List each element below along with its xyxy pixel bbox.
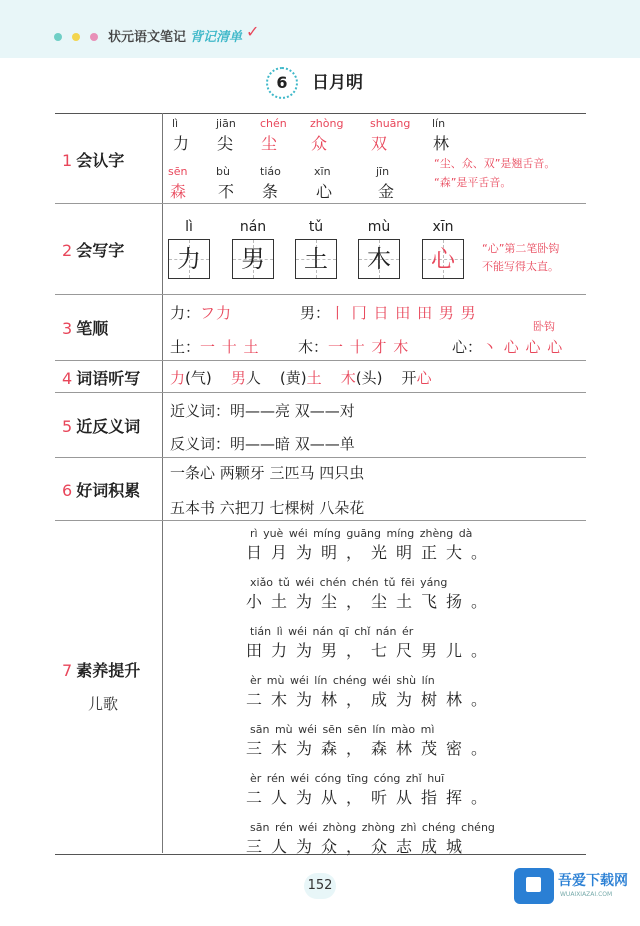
row-title: 近反义词 — [76, 417, 141, 436]
stroke-tu-sequence: 一 十 土 — [200, 338, 260, 356]
row-divider — [55, 520, 586, 521]
row-divider — [55, 203, 586, 204]
row-label-literacy — [62, 658, 140, 681]
row-title: 会写字 — [76, 241, 125, 260]
hanzi: 双 — [371, 134, 388, 153]
note-wogou: 卧钩 — [533, 320, 555, 333]
box-char: 木 — [367, 245, 391, 273]
header-bar — [0, 0, 640, 58]
row-title: 笔顺 — [76, 319, 109, 338]
dictation-word-5: 开 — [401, 369, 417, 387]
rhyme-pinyin: xiǎo tǔ wéi chén chén tǔ fēi yáng — [250, 576, 448, 589]
hanzi: 金 — [378, 182, 395, 201]
rhyme-pinyin: sān mù wéi sēn sēn lín mào mì — [250, 723, 435, 736]
good-words-line-2: 五本书 六把刀 七棵树 八朵花 — [170, 499, 365, 517]
hanzi: 心 — [316, 182, 333, 201]
row-label-good-words — [62, 478, 140, 501]
row-number: 4 — [62, 369, 73, 388]
dictation-word-4: (头) — [355, 369, 383, 387]
pinyin: chén — [260, 117, 287, 130]
writing-box — [295, 239, 337, 279]
watermark-sub: WUAIXIAZAI.COM — [560, 891, 613, 898]
stroke-nan-label: 男： — [300, 304, 331, 322]
row-title: 好词积累 — [76, 481, 141, 500]
rhyme-pinyin: sān rén wéi zhòng zhòng zhì chéng chéng — [250, 821, 495, 834]
row-label-synonyms — [62, 414, 140, 437]
pinyin: jiān — [216, 117, 236, 130]
brand-title: 状元语文笔记 — [108, 30, 187, 45]
brand-tag: 背记清单 — [190, 30, 243, 45]
row-divider — [55, 294, 586, 295]
pinyin: jīn — [376, 165, 390, 178]
stroke-mu-label: 木： — [298, 338, 329, 356]
note-retroflex: “尘、众、双”是翘舌音。 — [434, 157, 556, 170]
rhyme-line: 日月为明，光明正大。 — [246, 543, 497, 562]
rhyme-pinyin: èr mù wéi lín chéng wéi shù lín — [250, 674, 435, 687]
row-number: 1 — [62, 151, 73, 170]
box-pinyin: tǔ — [308, 219, 324, 235]
pinyin: shuāng — [370, 117, 411, 130]
hanzi: 力 — [173, 134, 190, 153]
box-pinyin: xīn — [432, 219, 454, 235]
box-char: 男 — [241, 245, 265, 273]
hanzi: 尘 — [261, 134, 278, 153]
lesson-number: 6 — [266, 67, 298, 99]
hanzi: 尖 — [217, 134, 234, 153]
check-icon: ✓ — [246, 22, 260, 41]
box-pinyin: lì — [185, 219, 193, 235]
row-number: 6 — [62, 481, 73, 500]
row-title: 素养提升 — [76, 661, 141, 680]
stroke-li-sequence: フ力 — [200, 304, 233, 322]
hanzi: 众 — [311, 134, 328, 153]
stroke-mu-sequence: 一 十 才 木 — [328, 338, 410, 356]
writing-box — [358, 239, 400, 279]
row-label-stroke-order — [62, 316, 108, 339]
box-char: 力 — [177, 245, 201, 273]
row-number: 5 — [62, 417, 73, 436]
hanzi: 森 — [170, 182, 187, 201]
dictation-word-3-red: 土 — [306, 369, 322, 387]
rhyme-line: 三木为森，森林茂密。 — [246, 739, 497, 758]
dictation-word-1: (气) — [185, 369, 212, 387]
rhyme-pinyin: rì yuè wéi míng guāng míng zhèng dà — [250, 527, 473, 540]
watermark-name: 吾爱下载网 — [558, 873, 628, 889]
stroke-xin-sequence: 丶 心 心 心 — [482, 338, 564, 356]
pinyin: tiáo — [260, 165, 281, 178]
pinyin: zhòng — [310, 117, 344, 130]
row-label-dictation — [62, 366, 140, 389]
rhyme-line: 二人为从，听从指挥。 — [246, 788, 497, 807]
dictation-word-5-red: 心 — [416, 369, 432, 387]
row-title: 词语听写 — [76, 369, 141, 388]
dictation-word-4-red: 木 — [340, 369, 356, 387]
dictation-word-1-red: 力 — [170, 369, 186, 387]
row-label-write — [62, 238, 124, 261]
writing-box — [422, 239, 464, 279]
row-divider — [55, 392, 586, 393]
antonyms-line: 反义词：明——暗 双——单 — [170, 435, 355, 453]
rhyme-line: 小土为尘，尘土飞扬。 — [246, 592, 497, 611]
dictation-line — [170, 367, 432, 388]
rhyme-line: 三人为众，众志成城 — [246, 837, 472, 856]
pinyin: xīn — [314, 165, 331, 178]
dictation-word-2-red: 男 — [230, 369, 246, 387]
box-pinyin: nán — [239, 219, 267, 235]
dot-3 — [90, 33, 98, 41]
row-number: 2 — [62, 241, 73, 260]
row-sublabel-rhyme: 儿歌 — [88, 695, 119, 713]
pinyin: lín — [432, 117, 446, 130]
good-words-line-1: 一条心 两颗牙 三匹马 四只虫 — [170, 464, 365, 482]
note-flat-tongue: “森”是平舌音。 — [434, 176, 512, 189]
box-pinyin: mù — [367, 219, 391, 235]
dictation-word-2: 人 — [245, 369, 261, 387]
lesson-title: 日月明 — [312, 73, 363, 93]
row-divider — [55, 457, 586, 458]
dot-1 — [54, 33, 62, 41]
stroke-xin-label: 心： — [452, 338, 483, 356]
pinyin: lì — [172, 117, 179, 130]
hanzi: 不 — [218, 182, 235, 201]
synonyms-line: 近义词：明——亮 双——对 — [170, 402, 355, 420]
hanzi: 条 — [262, 182, 279, 201]
table-divider — [162, 113, 163, 853]
row-label-recognize — [62, 148, 124, 171]
row-number: 7 — [62, 661, 73, 680]
row-title: 会认字 — [76, 151, 125, 170]
dot-2 — [72, 33, 80, 41]
stroke-tu-label: 土： — [170, 338, 201, 356]
box-char: 土 — [304, 245, 328, 273]
row-number: 3 — [62, 319, 73, 338]
dictation-word-3: (黄) — [279, 369, 307, 387]
pinyin: sēn — [168, 165, 188, 178]
stroke-li-label: 力： — [170, 304, 201, 322]
hanzi: 林 — [433, 134, 450, 153]
header-dots — [54, 33, 98, 41]
box-char: 心 — [431, 245, 455, 273]
rhyme-line: 二木为林，成为树林。 — [246, 690, 497, 709]
note-xin-straight: 不能写得太直。 — [482, 260, 559, 273]
stroke-nan-sequence: 丨 冂 日 田 田 男 男 — [330, 304, 477, 322]
rhyme-pinyin: èr rén wéi cóng tīng cóng zhǐ huī — [250, 772, 445, 785]
rhyme-pinyin: tián lì wéi nán qī chǐ nán ér — [250, 625, 414, 638]
writing-box — [168, 239, 210, 279]
pinyin: bù — [216, 165, 230, 178]
page-number: 152 — [304, 873, 336, 899]
watermark-logo-icon — [514, 868, 554, 904]
row-divider — [55, 360, 586, 361]
note-xin-hook: “心”第二笔卧钩 — [482, 242, 560, 255]
writing-box — [232, 239, 274, 279]
rhyme-line: 田力为男，七尺男儿。 — [246, 641, 497, 660]
